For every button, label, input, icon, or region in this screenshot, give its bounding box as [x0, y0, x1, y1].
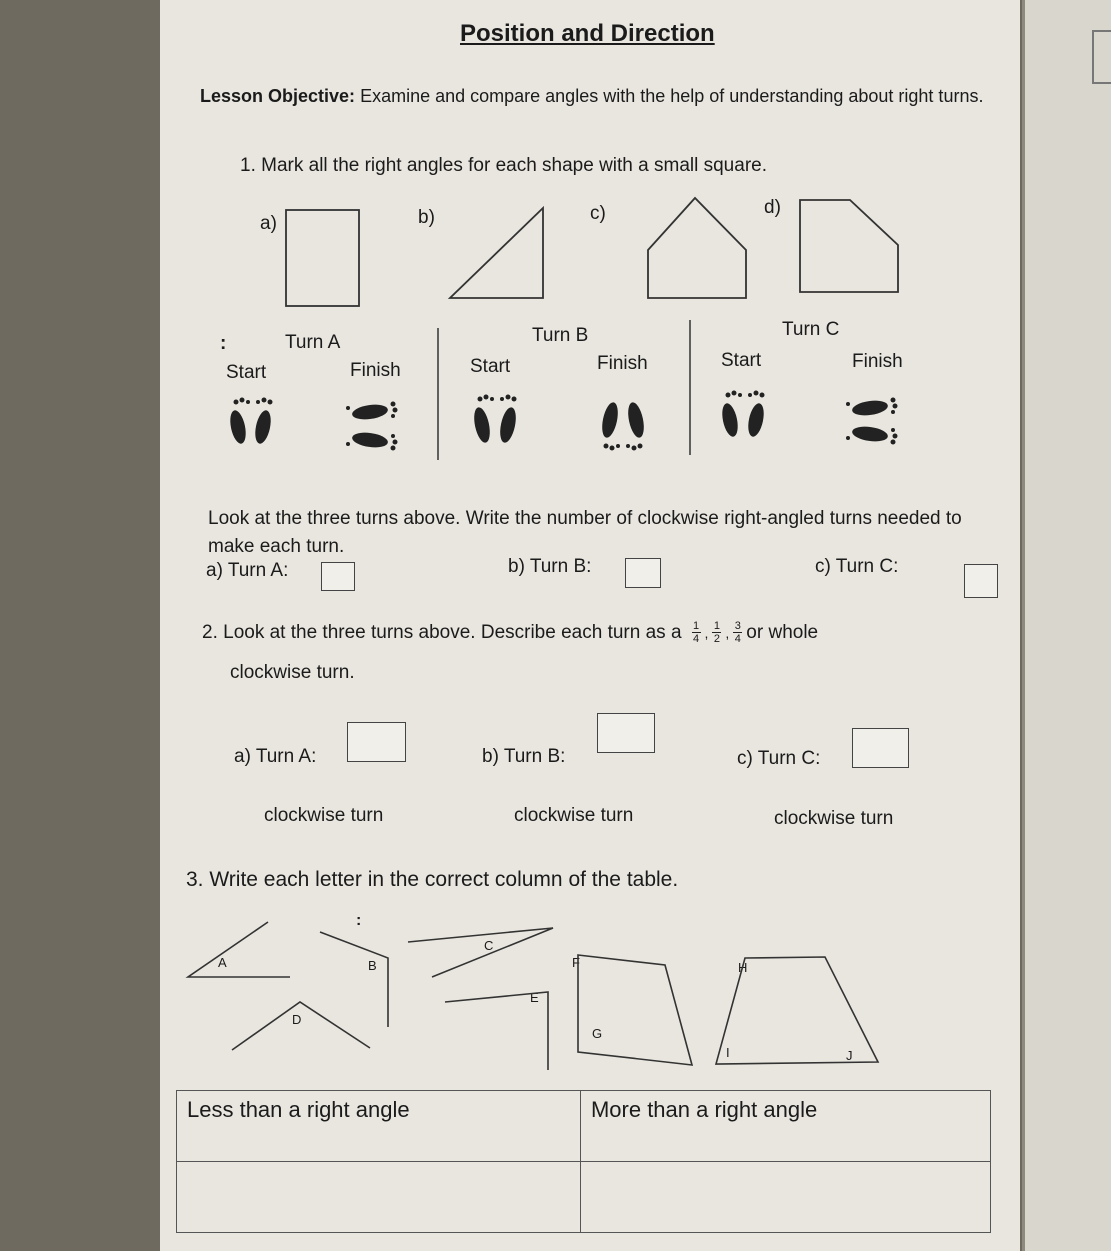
q2-turn-a-label: a) Turn A: [234, 746, 317, 767]
shape-label-c: c) [590, 203, 606, 224]
angle-label-f: F [572, 955, 580, 970]
q1-prompt: 1. Mark all the right angles for each shape with a small square. [240, 155, 767, 176]
look-prompt: Look at the three turns above. Write the number of clockwise right-angled turns needed to make each turn. [208, 508, 962, 557]
q2-turn-c-suffix: clockwise turn [774, 808, 894, 829]
q2-prompt-start: 2. Look at the three turns above. Describe each turn as a [202, 621, 682, 643]
page-title: Position and Direction [460, 20, 715, 47]
angle-label-a: A [218, 955, 227, 970]
fraction-one-quarter-denominator: 4 [692, 633, 700, 645]
header-less-than-right-angle: Less than a right angle [177, 1091, 581, 1162]
turn-b-start: Start [470, 356, 511, 377]
q2-turn-c-label: c) Turn C: [737, 748, 821, 769]
fraction-one-quarter-numerator: 1 [692, 620, 700, 632]
shape-label-d: d) [764, 197, 781, 218]
turn-a-title: Turn A [285, 332, 341, 353]
angle-label-b: B [368, 958, 377, 973]
angle-label-c: C [484, 938, 494, 953]
objective-text: Examine and compare angles with the help of understanding about right turns. [355, 86, 984, 106]
q3-colon: : [356, 912, 362, 929]
q2-turn-b-suffix: clockwise turn [514, 805, 634, 826]
look-turn-c-label: c) Turn C: [815, 556, 899, 577]
q2-prompt-end: or whole [746, 621, 819, 643]
turn-b-title: Turn B [532, 325, 589, 346]
turn-a-finish: Finish [350, 360, 401, 381]
angle-a[interactable] [188, 922, 290, 977]
q2-prompt-line1: 2. Look at the three turns above. Describe each turn as a $\frac{1}{4}$ , $\frac{1}{2}$ , $\frac{3}{4}$ or whole [202, 620, 819, 645]
fraction-one-half-denominator: 2 [713, 633, 720, 645]
fraction-one-half-numerator: 1 [713, 620, 720, 632]
table-answer-row [177, 1162, 991, 1233]
answer-cell-less[interactable] [177, 1162, 581, 1233]
angle-label-g: G [592, 1026, 603, 1041]
angle-label-j: J [846, 1048, 853, 1063]
look-turn-a-label: a) Turn A: [206, 560, 289, 581]
q3-angles [160, 0, 1020, 1090]
angle-sort-table [176, 1090, 991, 1233]
angle-c[interactable] [408, 928, 553, 977]
fraction-three-quarters-denominator: 4 [734, 633, 741, 645]
turn-c-finish: Finish [852, 351, 903, 372]
table-header-row [177, 1091, 991, 1162]
header-more-than-right-angle: More than a right angle [580, 1091, 990, 1162]
worksheet-page [160, 0, 1020, 1251]
angle-label-i: I [726, 1045, 730, 1060]
turn-c-start: Start [721, 350, 762, 371]
turn-c-title: Turn C [782, 319, 840, 340]
turn-b-finish: Finish [597, 353, 648, 374]
angle-d[interactable] [232, 1002, 370, 1050]
angle-label-h: H [738, 960, 748, 975]
q3-prompt: 3. Write each letter in the correct column of the table. [186, 868, 679, 891]
angle-label-e: E [530, 990, 539, 1005]
adjacent-page [1022, 0, 1111, 1251]
turns-colon: : [220, 333, 227, 354]
fraction-three-quarters-numerator: 3 [734, 620, 741, 632]
shape-hij-trapezoid[interactable] [716, 957, 878, 1064]
shape-label-b: b) [418, 207, 435, 228]
shape-label-a: a) [260, 213, 277, 234]
angle-label-d: D [292, 1012, 302, 1027]
angle-e[interactable] [445, 992, 548, 1070]
answer-cell-more[interactable] [580, 1162, 990, 1233]
adjacent-page-box [1092, 30, 1111, 84]
objective-label: Lesson Objective: [200, 86, 356, 106]
angle-b[interactable] [320, 932, 388, 1027]
page-fold [1022, 0, 1025, 1251]
shape-fg-quadrilateral[interactable] [578, 955, 692, 1065]
q2-turn-a-suffix: clockwise turn [264, 805, 384, 826]
look-turn-b-label: b) Turn B: [508, 556, 592, 577]
q2-prompt-line2: clockwise turn. [230, 662, 355, 683]
q2-turn-b-label: b) Turn B: [482, 746, 566, 767]
turn-a-start: Start [226, 362, 267, 383]
